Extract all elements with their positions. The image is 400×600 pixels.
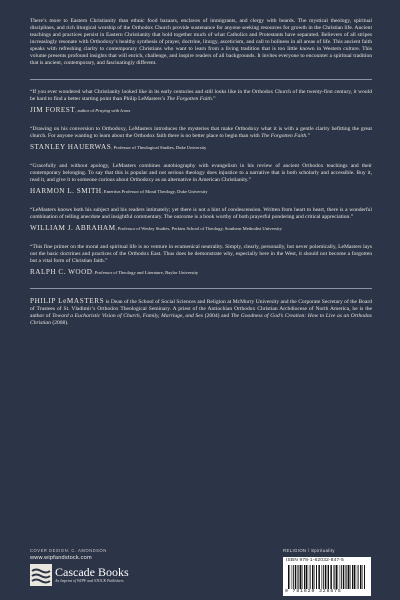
footer <box>30 548 372 598</box>
quote-body: “Drawing on his conversion to Orthodoxy, LeMasters introduces the mysteries that make Orthodoxy what it is with a gentle clarity befitting the great church. For anyone wanting to learn about the Orthodox faith there is no better place to begin than with <box>30 126 372 140</box>
quote-body: “This fine primer on the moral and spiritual life is no venture in ecumenical neutrality. Simply, clearly, personally, but never polemically, LeMasters lays out the basic doctrines and practices of the Orthodox East. Thus does he demonstrate why, especially here in the West, it should not become a forgotten but a vital form of Christian faith.” <box>30 244 372 265</box>
quote-end: .” <box>306 133 311 140</box>
endorsement-text <box>30 244 372 265</box>
endorsement <box>30 89 372 114</box>
endorser <box>30 224 372 232</box>
endorser-book: Praying with Icons <box>95 108 131 114</box>
endorsement-text <box>30 163 372 184</box>
cascade-logo-icon <box>30 564 52 586</box>
endorser <box>30 268 372 276</box>
endorsement-text <box>30 207 372 221</box>
endorser-affiliation: , Emeritus Professor of Moral Theology, Duke University <box>101 189 208 195</box>
endorser <box>30 187 372 195</box>
book-blurb: There’s more to Eastern Christianity than ethnic food bazaars, enclaves of immigrants, and clergy with beards. The mystical theology, spiritual disciplines, and rich liturgical worship of the Orthodox Church provide sustenance for anyone seeking resources for growth in the Christian life. Ancient teachings and practices persist in Eastern Christianity that hold together much of what Catholics and Protestants have separated. Believers of all stripes increasingly resonate with Orthodoxy’s healthy synthesis of prayer, doctrine, liturgy, asceticism, and call to holiness in all areas of life. This ancient faith speaks with refreshing clarity to contemporary Christians who want to learn from a living tradition that is too little known in Western culture. This volume presents profound insights that will enrich, challenge, and inspire readers of all backgrounds. It invites everyone to encounter a spiritual tradition that is ancient, contemporary, and fascinatingly different. <box>30 18 372 67</box>
author-name: PHILIP LeMASTERS <box>30 297 105 306</box>
author-book-1: Toward a Eucharistic Vision of Church, Family, Marriage, and Sex <box>52 313 204 320</box>
quote-body: “If you ever wondered what Christianity looked like in its early centuries and still looks like in the Orthodox Church of the twenty-first century, it would be hard to find a better starting point than Philip LeMasters’s <box>30 89 372 103</box>
publisher-imprint: An Imprint of WIPF and STOCK Publishers <box>55 579 124 583</box>
endorser-affiliation: , Professor of Theological Studies, Duke University <box>111 145 207 151</box>
content <box>30 18 372 327</box>
barcode <box>283 557 371 596</box>
divider <box>30 79 372 80</box>
publisher-url: www.wipfandstock.com <box>30 555 92 561</box>
endorsement <box>30 163 372 195</box>
cover-design-credit: COVER DESIGN: C. AMONDSON <box>30 548 107 553</box>
endorser-name: WILLIAM J. ABRAHAM <box>30 224 116 233</box>
endorser-affiliation: , Professor of Theology and Literature, Baylor University <box>92 270 199 276</box>
endorser-affiliation: , Professor of Wesley Studies, Perkins School of Theology, Southern Methodist University <box>115 226 282 232</box>
endorser-name: JIM FOREST <box>30 106 76 115</box>
endorser-name: RALPH C. WOOD <box>30 268 93 277</box>
divider <box>30 288 372 289</box>
barcode-digits: 9 781620 328675 <box>285 589 342 594</box>
endorsement <box>30 126 372 151</box>
quote-book-title: The Forgotten Faith <box>166 96 212 103</box>
category: RELIGION / Spirituality <box>283 548 335 553</box>
endorser <box>30 106 372 114</box>
quote-body: “Gracefully and without apology, LeMasters combines autobiography with evangelism in his review of ancient Orthodox teachings and their contemporary belonging. To say that this is popular and not serious theology does injustice to a narrative that is both scholarly and accessible. Buy it, read it, and give it to someone curious about Orthodoxy as an alternative in American Christianity.” <box>30 163 372 184</box>
author-book-2: The Goodness of God’s Creation: How to Live as an Orthodox Christian <box>30 313 373 327</box>
barcode-icon <box>288 565 366 589</box>
endorser-name: STANLEY HAUERWAS <box>30 143 112 152</box>
endorsements <box>30 89 372 276</box>
quote-end: .” <box>211 96 216 103</box>
endorsement-text <box>30 126 372 140</box>
author-bio-end: (2008). <box>50 320 69 327</box>
author-bio <box>30 298 372 327</box>
endorsement <box>30 207 372 232</box>
publisher-logo <box>30 564 129 588</box>
quote-book-title: The Forgotten Faith <box>261 133 307 140</box>
quote-body: “LeMasters knows both his subject and his readers intimately; yet there is not a hint of condescension. Written from heart to heart, there is a wonderful combination of telling anecdote and insightful commentary. The outcome is a book worthy of both prayerful pondering and critical appreciation.” <box>30 207 372 221</box>
author-bio-text: is Dean of the School of Social Sciences and Religion at McMurry University and the Corporate Secretary of the Board of Trustees of St. Vladimir’s Orthodox Theological Seminary. A priest of the Antiochian Orthodox Christian Archdiocese of North America, he is the author of <box>30 299 372 320</box>
isbn: ISBN 978-1-62032-847-5 <box>286 558 344 563</box>
author-bio-mid: (2004) and <box>203 313 231 320</box>
endorser-name: HARMON L. SMITH <box>30 187 102 196</box>
endorsement <box>30 244 372 276</box>
publisher-name: Cascade Books <box>55 565 129 579</box>
endorsement-text <box>30 89 372 103</box>
endorser-affiliation: , author of <box>75 108 96 114</box>
endorser <box>30 143 372 151</box>
